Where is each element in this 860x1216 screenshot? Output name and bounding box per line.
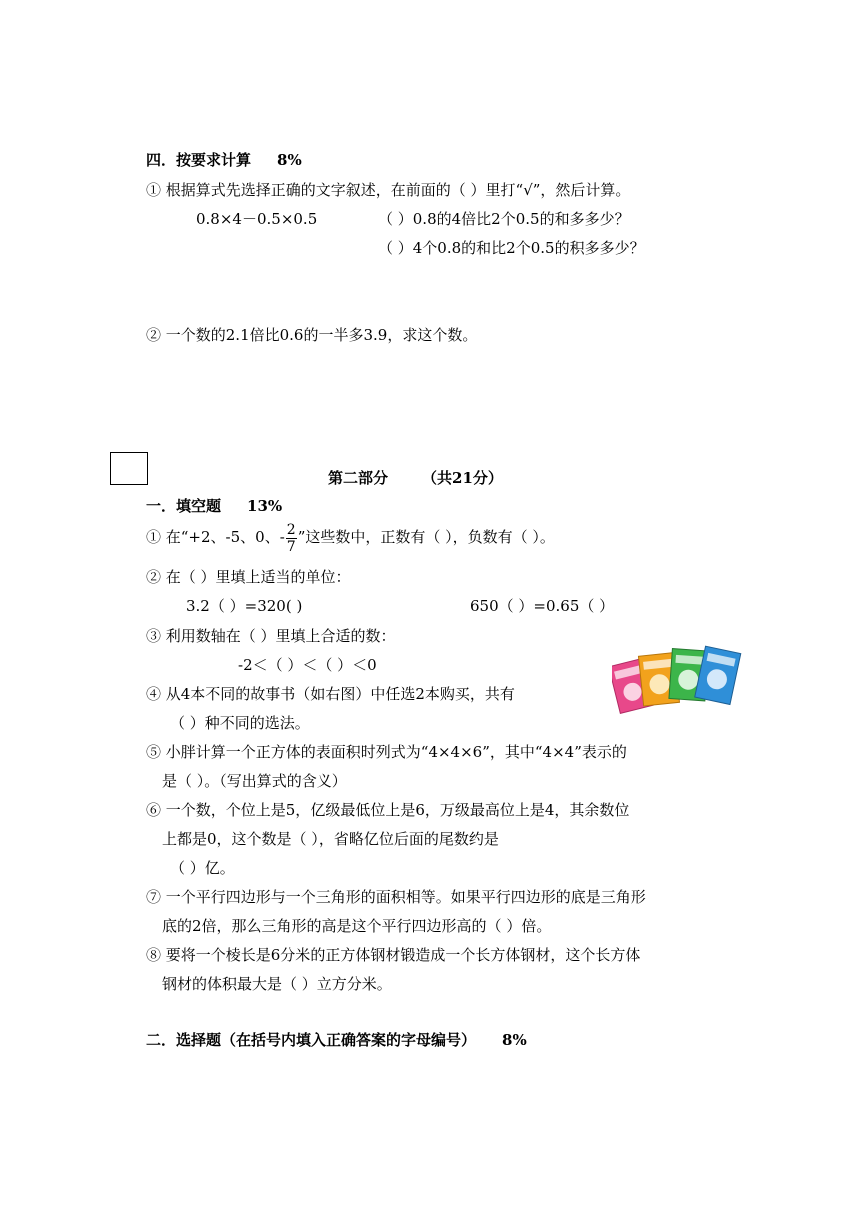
part-two-title: 第二部分 （共21分） (328, 469, 503, 487)
question-1-4: ④ 从4本不同的故事书（如右图）中任选2本购买，共有 (146, 685, 515, 703)
question-4-1: ① 根据算式先选择正确的文字叙述，在前面的（ ）里打“√”，然后计算。 (146, 181, 631, 199)
question-1-8: ⑧ 要将一个棱长是6分米的正方体钢材锻造成一个长方体钢材，这个长方体 (146, 946, 641, 964)
number-line-blanks: -2＜（ ）＜（ ）＜0 (238, 656, 377, 674)
story-books-image (612, 644, 742, 726)
question-1-7: ⑦ 一个平行四边形与一个三角形的面积相等。如果平行四边形的底是三角形 (146, 888, 646, 906)
question-1-6: ⑥ 一个数，个位上是5，亿级最低位上是6，万级最高位上是4，其余数位 (146, 801, 630, 819)
fraction: $\frac{2}{7}$ (286, 521, 296, 555)
option-b: （ ）4个0.8的和比2个0.5的积多多少？ (378, 239, 645, 257)
unit-blank-b: 650（ ）=0.65（ ） (470, 597, 615, 615)
section-four-heading: 四．按要求计算 8% (146, 151, 302, 169)
unit-blank-a: 3.2（ ）=320( ) (186, 597, 303, 615)
question-1-5: ⑤ 小胖计算一个正方体的表面积时列式为“4×4×6”，其中“4×4”表示的 (146, 743, 627, 761)
expression: 0.8×4－0.5×0.5 (196, 210, 318, 228)
question-1-5-line2: 是（ ）。（写出算式的含义） (162, 772, 347, 790)
question-1-2: ② 在（ ）里填上适当的单位： (146, 568, 351, 586)
section-two-heading: 二．选择题（在括号内填入正确答案的字母编号） 8% (146, 1031, 527, 1049)
question-1-1: ① 在“+2、-5、0、- $\frac{2}{7}$ ”这些数中，正数有（ ），负数有（ ）。 (146, 521, 555, 555)
question-1-6-line3: （ ）亿。 (170, 859, 235, 877)
question-1-4-line2: （ ）种不同的选法。 (170, 714, 310, 732)
option-a: （ ）0.8的4倍比2个0.5的和多多少？ (378, 210, 630, 228)
score-box (110, 452, 148, 485)
question-1-6-line2: 上都是0，这个数是（ ），省略亿位后面的尾数约是 (162, 830, 499, 848)
question-1-8-line2: 钢材的体积最大是（ ）立方分米。 (162, 975, 392, 993)
question-4-2: ② 一个数的2.1倍比0.6的一半多3.9，求这个数。 (146, 326, 478, 344)
section-one-heading: 一．填空题 13% (146, 497, 283, 515)
question-1-7-line2: 底的2倍，那么三角形的高是这个平行四边形高的（ ）倍。 (162, 917, 552, 935)
question-1-3: ③ 利用数轴在（ ）里填上合适的数： (146, 627, 396, 645)
